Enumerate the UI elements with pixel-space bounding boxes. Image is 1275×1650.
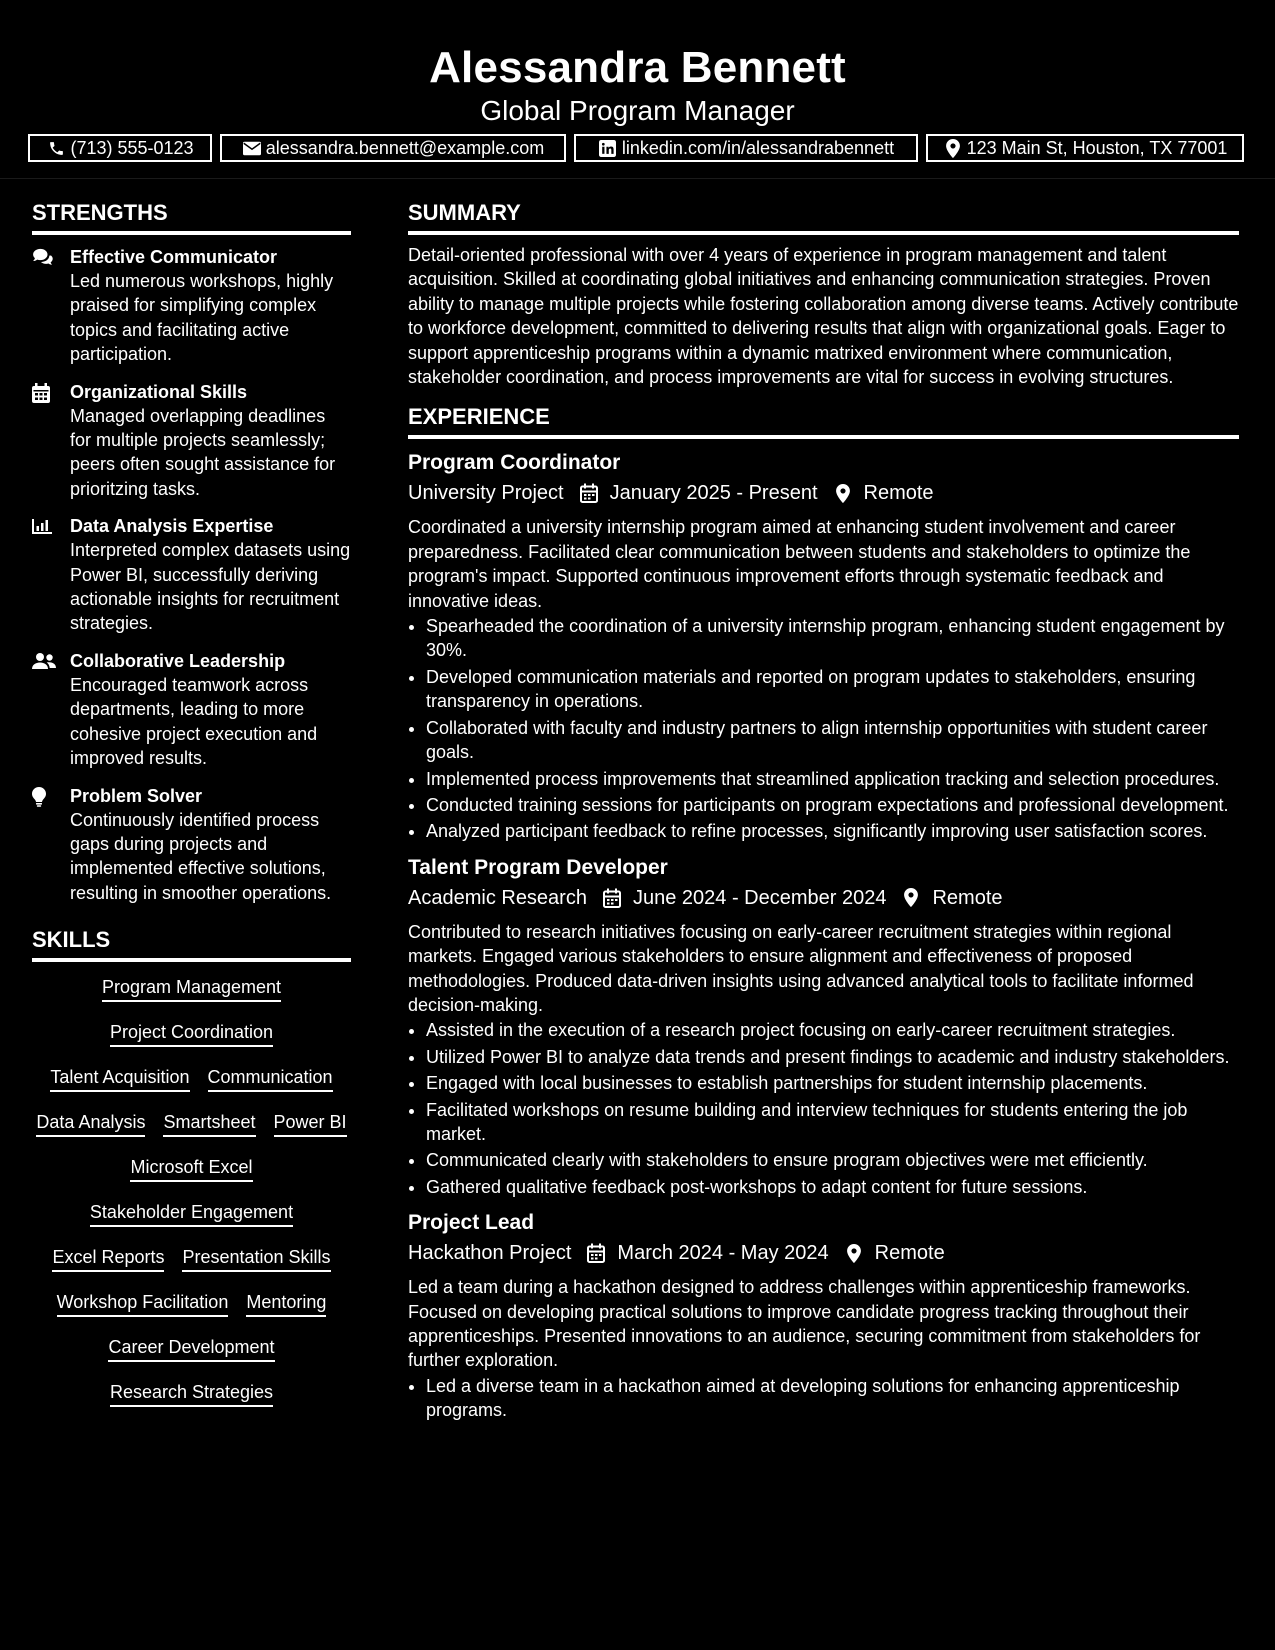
- linkedin-icon: [598, 138, 618, 158]
- lightbulb-icon: [32, 787, 54, 807]
- job-meta: [408, 478, 1239, 508]
- skill-tag: Career Development: [108, 1336, 274, 1362]
- job-bullet: • Implemented process improvements that streamlined application tracking and selection procedures.: [426, 767, 1239, 791]
- strength-title: Problem Solver: [70, 785, 203, 806]
- job-bullets: [408, 1374, 1239, 1423]
- job-bullet: • Engaged with local businesses to establish partnerships for student internship placements.: [426, 1071, 1239, 1095]
- job-org: University Project: [408, 482, 564, 505]
- users-icon: [32, 652, 54, 672]
- job-bullet: • Collaborated with faculty and industry partners to align internship opportunities with student career goals.: [426, 716, 1239, 765]
- contact-linkedin-text: linkedin.com/in/alessandrabennett: [621, 137, 895, 158]
- skill-tag: Workshop Facilitation: [57, 1291, 229, 1317]
- right-column: [408, 196, 1239, 1433]
- strength-item: [32, 245, 351, 367]
- job-location: Remote: [863, 482, 934, 505]
- job-bullet: • Spearheaded the coordination of a university internship program, enhancing student engagement by 30%.: [426, 614, 1239, 663]
- skill-tag: Microsoft Excel: [130, 1156, 252, 1182]
- skill-tag: Presentation Skills: [182, 1246, 330, 1272]
- job-org: Academic Research: [408, 886, 587, 909]
- job-org: Hackathon Project: [408, 1242, 572, 1265]
- strength-desc: Encouraged teamwork across departments, leading to more cohesive project execution and improved results.: [70, 674, 318, 769]
- job-dates: January 2025 - Present: [609, 482, 818, 505]
- strengths-heading: STRENGTHS: [32, 196, 351, 235]
- job-bullets: [408, 614, 1239, 844]
- contact-address: [926, 134, 1244, 162]
- strength-item: [32, 514, 351, 636]
- strength-desc: Managed overlapping deadlines for multiple projects seamlessly; peers often sought assistance for prioritzing tasks.: [70, 405, 336, 499]
- candidate-title: Global Program Manager: [480, 95, 795, 126]
- skill-tag: Project Coordination: [110, 1021, 273, 1047]
- map-pin-icon: [843, 1242, 865, 1264]
- job-meta: [408, 883, 1239, 913]
- left-column: [32, 196, 351, 1407]
- skill-tag: Program Management: [102, 976, 281, 1002]
- job-bullet: • Developed communication materials and reported on program updates to stakeholders, ensuring transparency in operations.: [426, 665, 1239, 714]
- job-bullet: • Communicated clearly with stakeholders to ensure program objectives were met efficiently.: [426, 1148, 1239, 1172]
- candidate-name: Alessandra Bennett: [429, 43, 846, 92]
- job-dates: June 2024 - December 2024: [632, 886, 887, 909]
- comments-icon: [32, 248, 54, 268]
- map-pin-icon: [943, 138, 963, 158]
- job-description: Led a team during a hackathon designed to address challenges within apprenticeship frameworks. Focused on developing practical solutions to improve candidate progress tracking throughout their apprenticeships. Presented innovations to an audience, securing commitment from stakeholders for further exploration.: [408, 1277, 1201, 1371]
- calendar-icon: [601, 887, 623, 909]
- strength-item: [32, 784, 351, 906]
- job-bullet: • Led a diverse team in a hackathon aimed at developing solutions for enhancing apprenticeship programs.: [426, 1374, 1239, 1423]
- job-meta: [408, 1238, 1239, 1268]
- strength-desc: Interpreted complex datasets using Power BI, successfully deriving actionable insights for recruitment strategies.: [70, 540, 351, 634]
- strength-item: [32, 649, 351, 771]
- contact-bar: [28, 134, 1244, 162]
- job-location: Remote: [874, 1242, 945, 1265]
- job-entry: [408, 854, 1239, 1199]
- phone-icon: [46, 138, 66, 158]
- summary-text: Detail-oriented professional with over 4 years of experience in program management and talent acquisition. Skilled at coordinating global initiatives and enhancing communication strategies. Proven ability to manage multiple projects while fostering collaboration among diverse teams. Actively contribute to workforce development, committed to delivering results that align with organizational goals. Eager to support apprenticeship programs within a dynamic matrixed environment where communication, stakeholder coordination, and process improvements are vital for success in evolving structures.: [408, 245, 1239, 388]
- skill-tag: Talent Acquisition: [50, 1066, 189, 1092]
- strength-title: Collaborative Leadership: [70, 650, 286, 671]
- strength-item: [32, 380, 351, 502]
- contact-phone[interactable]: [28, 134, 212, 162]
- contact-address-text: 123 Main St, Houston, TX 77001: [966, 137, 1228, 158]
- bar-chart-icon: [32, 517, 54, 537]
- job-title: Project Lead: [408, 1211, 535, 1235]
- job-entry: [408, 449, 1239, 843]
- job-location: Remote: [932, 886, 1003, 909]
- job-title: Talent Program Developer: [408, 855, 668, 879]
- strength-desc: Led numerous workshops, highly praised for simplifying complex topics and facilitating active participation.: [70, 271, 334, 365]
- envelope-icon: [242, 138, 262, 158]
- skill-tag: Power BI: [274, 1111, 347, 1137]
- resume-header: [0, 0, 1275, 179]
- job-bullet: • Assisted in the execution of a research project focusing on early-career recruitment strategies.: [426, 1018, 1239, 1042]
- skills-list: [32, 972, 351, 1407]
- skill-tag: Excel Reports: [52, 1246, 164, 1272]
- strength-title: Organizational Skills: [70, 381, 248, 402]
- job-description: Coordinated a university internship program aimed at enhancing student involvement and career preparedness. Facilitated clear communication between students and stakeholders to optimize the program's impact. Supported continuous improvement efforts through systematic feedback and innovative ideas.: [408, 517, 1191, 611]
- job-bullet: • Analyzed participant feedback to refine processes, significantly improving user satisfaction scores.: [426, 819, 1239, 843]
- strength-title: Data Analysis Expertise: [70, 516, 274, 537]
- calendar-icon: [578, 482, 600, 504]
- skill-tag: Smartsheet: [163, 1111, 255, 1137]
- contact-phone-text: (713) 555-0123: [70, 137, 194, 158]
- job-bullet: • Conducted training sessions for participants on program expectations and professional development.: [426, 793, 1239, 817]
- skills-heading: SKILLS: [32, 923, 351, 962]
- experience-heading: EXPERIENCE: [408, 400, 1239, 439]
- skill-tag: Stakeholder Engagement: [90, 1201, 293, 1227]
- skill-tag: Research Strategies: [110, 1381, 273, 1407]
- job-entry: [408, 1209, 1239, 1422]
- contact-email[interactable]: [220, 134, 566, 162]
- contact-email-text: alessandra.bennett@example.com: [265, 137, 545, 158]
- calendar-icon: [32, 383, 54, 403]
- job-bullet: • Utilized Power BI to analyze data trends and present findings to academic and industry stakeholders.: [426, 1045, 1239, 1069]
- job-bullets: [408, 1018, 1239, 1199]
- job-bullet: • Gathered qualitative feedback post-workshops to adapt content for future sessions.: [426, 1175, 1239, 1199]
- strength-title: Effective Communicator: [70, 247, 278, 267]
- job-dates: March 2024 - May 2024: [617, 1242, 829, 1265]
- skill-tag: Communication: [208, 1066, 333, 1092]
- map-pin-icon: [832, 482, 854, 504]
- job-bullet: • Facilitated workshops on resume building and interview techniques for students entering the job market.: [426, 1098, 1239, 1147]
- job-title: Program Coordinator: [408, 451, 621, 475]
- skill-tag: Data Analysis: [36, 1111, 145, 1137]
- map-pin-icon: [900, 887, 922, 909]
- calendar-icon: [585, 1242, 607, 1264]
- summary-heading: SUMMARY: [408, 196, 1239, 235]
- skill-tag: Mentoring: [246, 1291, 326, 1317]
- job-description: Contributed to research initiatives focusing on early-career recruitment strategies within regional markets. Engaged various stakeholders to ensure alignment and effectiveness of proposed methodologies. Produced data-driven insights using advanced analytical tools to facilitate informed decision-making.: [408, 921, 1194, 1015]
- contact-linkedin[interactable]: [574, 134, 918, 162]
- strength-desc: Continuously identified process gaps during projects and implemented effective solutions, resulting in smoother operations.: [70, 809, 332, 903]
